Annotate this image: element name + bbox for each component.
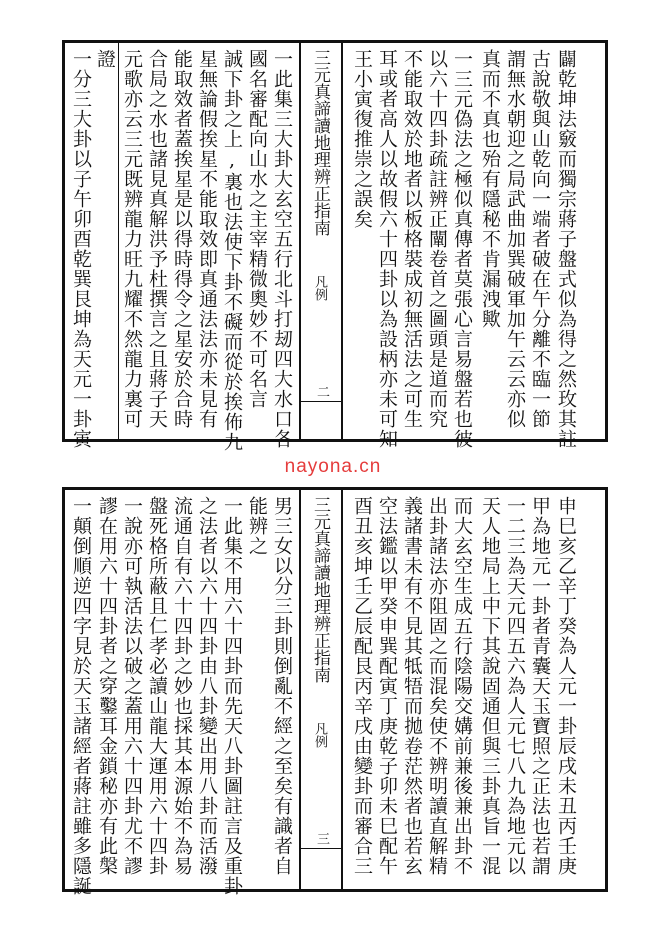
book-title: 三元真諦讀地理辨正指南 [310, 49, 330, 236]
page-center-band [299, 43, 343, 439]
column-divider [118, 43, 119, 439]
band-divider [301, 401, 341, 402]
text-column: 流通自有六十四卦之妙也採其本源始不為易 [171, 496, 193, 876]
text-column: 盤死格所蔽且仁孝必讀山龍大運用六十四卦 [146, 496, 168, 876]
text-column: 合局之水也諸見真解洪予杜撰言之且蔣子天 [146, 49, 168, 429]
text-column: 酉丑亥坤壬乙辰配艮丙辛戌由變卦而審合三 [351, 496, 373, 876]
text-column: 謬在用六十四卦者之穿鑿耳金鎖秘亦有此槃 [96, 496, 118, 876]
text-column: 空法鑑以甲癸申巽配寅丁庚乾子卯未巳配午 [376, 496, 398, 876]
text-column: 申巳亥乙辛丁癸為人元一卦辰戌未丑丙壬庚 [555, 496, 577, 876]
text-column: 國名審配向山水之主宰精微奧妙不可名言 [246, 49, 268, 409]
top-page [62, 40, 608, 452]
text-column: 證 [94, 49, 116, 69]
text-column: 一說亦可執活法以破之蓋用六十四卦尤不謬 [121, 496, 143, 876]
text-column: 能辨之 [246, 496, 268, 556]
page-number: 二 [314, 385, 329, 398]
text-column: 而大玄空生成五行陰陽交媾前兼後兼出卦不 [451, 496, 473, 876]
text-column: 闢乾坤法竅而獨宗蔣子盤式似為得之然玫其註 [555, 49, 577, 449]
text-column: 天人地局上中下其說固通但與三卦真旨一混 [479, 496, 501, 876]
page-center-band [299, 490, 343, 889]
text-column: 耳或者高人以故假六十四卦以為設柄亦未可知 [376, 49, 398, 449]
text-column: 一顛倒順逆四字見於天玉諸經者蔣註雖多隱誕 [70, 496, 92, 896]
text-column: 謂無水朝迎之局武曲加巽破軍加午云云亦似 [504, 49, 526, 429]
text-column: 男三女以分三卦則倒亂不經之至矣有識者自 [271, 496, 293, 876]
text-column: 古說敬與山乾向一端者破在午分離不臨一節 [529, 49, 551, 429]
text-column: 王小寅復推崇之誤矣 [351, 49, 373, 229]
section-label: 凡例 [312, 722, 327, 748]
page-number: 三 [314, 832, 329, 845]
text-column: 元歌亦云三元既辨龍力旺九耀不然龍力裏可 [121, 49, 143, 429]
text-column: 一此集不用六十四卦而先天八卦圖註言及重卦 [221, 496, 243, 896]
text-column: 不能取效於地者以板格裝成初無活法之可生 [401, 49, 423, 429]
section-label: 凡例 [312, 275, 327, 301]
bottom-page [62, 487, 608, 896]
text-column: 一分三大卦以子午卯酉乾巽艮坤為天元一卦寅 [70, 49, 92, 449]
text-column: 甲為地元一卦者青囊天玉寶照之正法也若謂 [529, 496, 551, 876]
text-column: 義諸書未有不見其牴牾而拋卷茫然者也若玄 [401, 496, 423, 876]
book-title: 三元真諦讀地理辨正指南 [310, 496, 330, 683]
text-column: 一二三為天元四五六為人元七八九為地元以 [504, 496, 526, 876]
text-column: 誠下卦之上,裏也法使下卦不礙而從於挨佈九 [221, 49, 243, 452]
text-column: 真而不真也殆有隱秘不肯漏洩歟 [479, 49, 501, 329]
text-column: 一此集三大卦大玄空五行北斗打刼四大水口各 [271, 49, 293, 449]
band-divider [301, 848, 341, 849]
text-column: 以六十四卦疏註辨正闡卷首之圖頭是道而究 [426, 49, 448, 429]
text-column: 一三元偽法之極似真傳者莫張心言易盤若也彼 [451, 49, 473, 449]
watermark: nayona.cn [284, 456, 382, 477]
text-column: 能取效者蓋挨星是以得時得令之星安於合時 [171, 49, 193, 429]
text-column: 出卦諸法亦阻固之而混矣使不辨明讀直解精 [426, 496, 448, 876]
text-column: 之法者以六十四卦由八卦變出用八卦而活潑 [196, 496, 218, 876]
text-column: 星無論假挨星不能取效即真通法法亦未見有 [196, 49, 218, 429]
